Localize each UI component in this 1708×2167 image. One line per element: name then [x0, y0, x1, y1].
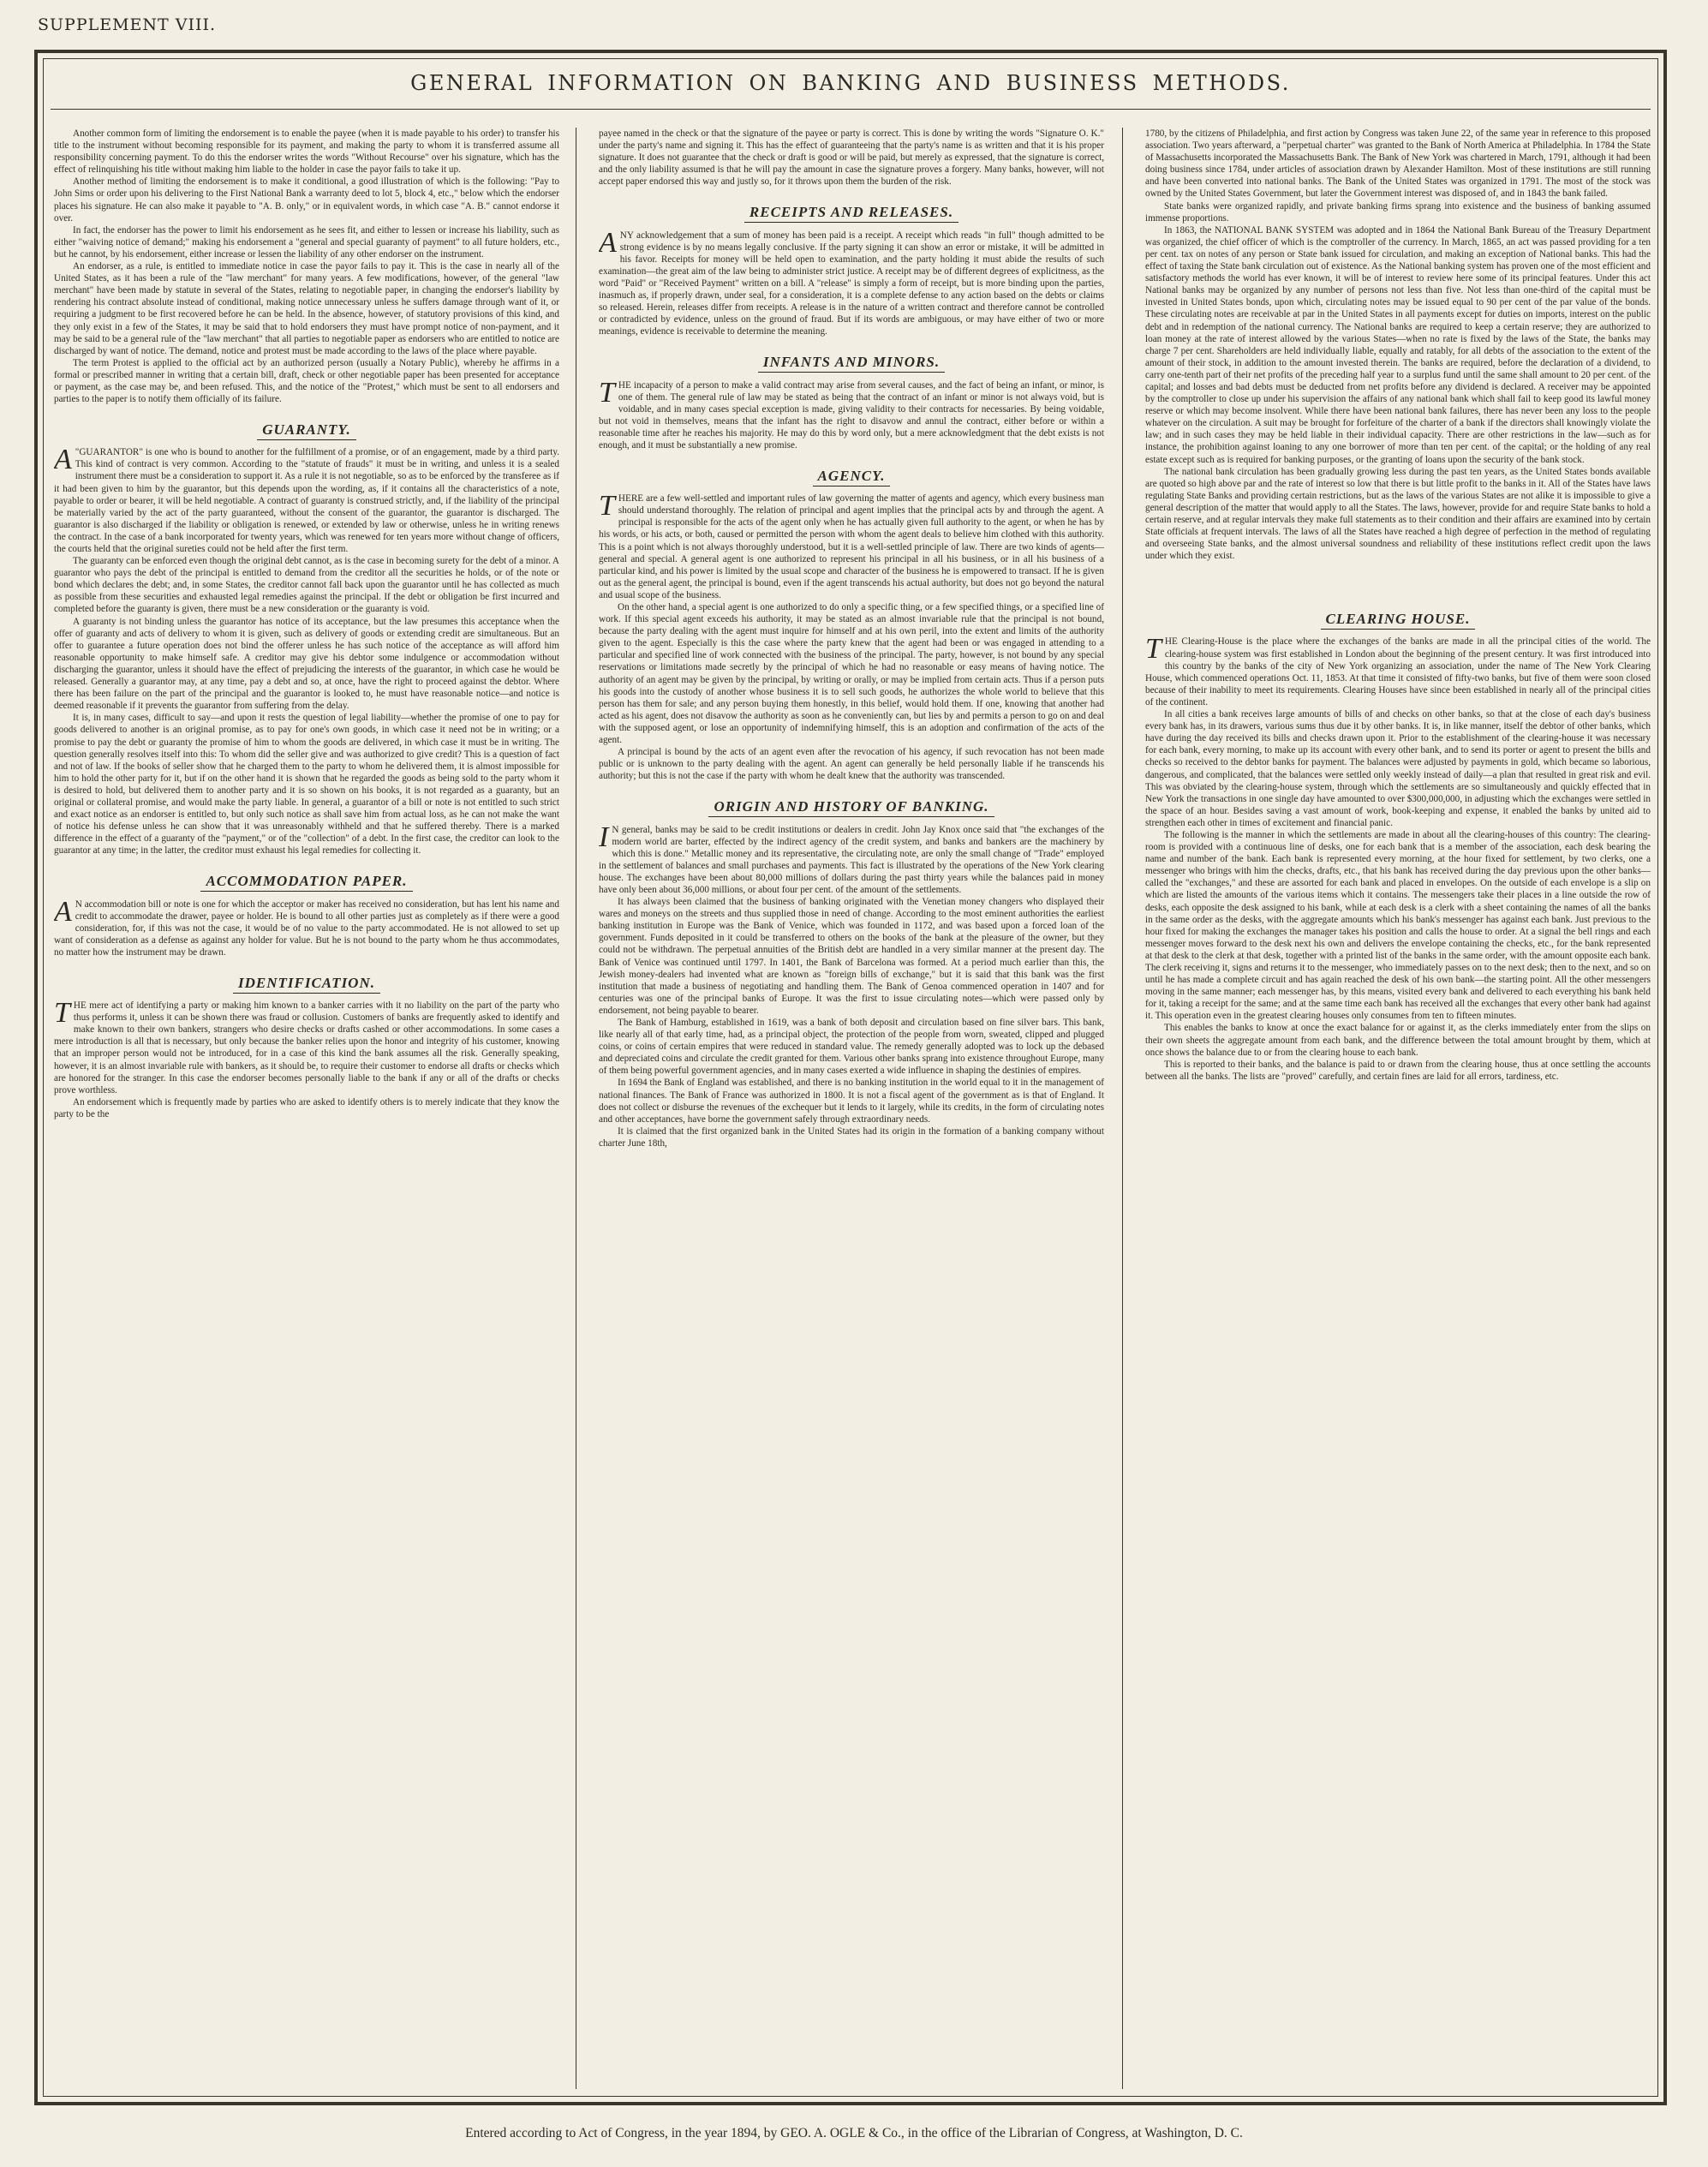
drop-cap: I: [599, 821, 609, 853]
paragraph: [599, 490, 1104, 601]
heading-text: IDENTIFICATION.: [233, 975, 380, 994]
paragraph: [599, 376, 1104, 452]
paragraph: [599, 821, 1104, 897]
paragraph: 1780, by the citizens of Philadelphia, and first action by Congress was taken June 22, of the same year in reference to this proposed association. Two years afterward, a "perpetual charter" was granted to the Bank of North America at Philadelphia. In 1784 the State of Massachusetts incorporated the Massachusetts Bank. The Bank of New York was chartered in March, 1791, although it had been doing business since 1784, under articles of association drawn by Alexander Hamilton. Most of these institutions are still running and have been converted into national banks. The Bank of the United States was organized in 1791. The most of the stock was owned by the United States Government, but later the Government interest was disposed of, and in 1843 the bank failed.: [1145, 128, 1651, 200]
section-heading-identification: [54, 977, 559, 989]
drop-cap: T: [1145, 633, 1162, 666]
column-2: [599, 128, 1104, 2080]
paragraph: [54, 997, 559, 1096]
copyright-footer: Entered according to Act of Congress, in the year 1894, by GEO. A. OGLE & Co., in the office of the Librarian of Congress, at Washington, D. C.: [465, 2126, 1243, 2140]
page-title: GENERAL INFORMATION ON BANKING AND BUSINESS METHODS.: [410, 71, 1291, 95]
paragraph: On the other hand, a special agent is one authorized to do only a specific thing, or a few specified things, or a specified line of work. If this special agent exceeds his authority, it may be stated as an almost invariable rule that the principal is not bound, because the party dealing with the agent must inquire for himself and at his own peril, into the extent and limits of the authority given to the agent. Especially is this the case where the party knew that the agent had been or was engaged in attending to a particular and specified line of work connected with the business of the principal. The party, however, is not bound by any special reservations or limitations made secretly by the principal of which he had no reasonable or easy means of having notice. The authority of an agent may be given by the principal, by writing or orally, or may be implied from certain acts. Thus if a person puts his goods into the custody of another whose business it is to sell such goods, he authorizes the whole world to believe that this person has them for sale; and any person buying them honestly, in this belief, would hold them. If one, knowing that another had acted as his agent, does not disavow the authority as soon as he conveniently can, but lies by and permits a person to go on and deal with the supposed agent, or lose an opportunity of indemnifying himself, this is an adoption and confirmation of the acts of the agent.: [599, 602, 1104, 746]
paragraph: The following is the manner in which the settlements are made in about all the clearing-houses of this country: The clearing-room is provided with a continuous line of desks, one for each bank that is a member of the association, each desk bearing the name and number of the bank. Each bank is represented every morning, at the hour fixed for settlement, by two clerks, one a messenger who brings with him the checks, drafts, etc., that his bank has received during the day previous upon the other banks—called the "exchanges," and these are assorted for each bank and placed in envelopes. On the outside of each envelope is a slip on which are listed the amounts of the various items which it contains. The messengers take their places in a line outside the row of desks, each opposite the desk assigned to his bank, while at each desk is a clerk with a sheet containing the names of all the banks in the same order as the desks, with the aggregate amounts which his bank's messenger has against each bank. Just previous to the hour fixed for making the exchanges the manager takes his position and calls the house to order. At a signal the bell rings and each messenger moves forward to the desk next his own and delivers the envelope containing the checks, etc., for the bank represented at that desk to the clerk at that desk, together with a printed list of the banks in the same order, with the amount opposite each bank. The clerk receiving it, signs and returns it to the messenger, who immediately passes on to the next desk; then to the next, and so on until he has made a complete circuit and has again reached the desk of his own bank—the starting point. All the other messengers moving in the same manner; each messenger has, by this means, visited every bank and delivered to each everything his bank held for it, taking a receipt for the same; and at the same time each bank has received all the exchanges that every other bank had against it. This operation even in the greatest clearing houses only consumes from ten to fifteen minutes.: [1145, 829, 1651, 1022]
paragraph: It is claimed that the first organized bank in the United States had its origin in the formation of a banking company without charter June 18th,: [599, 1125, 1104, 1149]
paragraph-text: HE incapacity of a person to make a valid contract may arise from several causes, and the fact of being an infant, or minor, is one of them. The general rule of law may be stated as being that the contract of an infant or minor is not always void, but is voidable, and in many cases special exception is made, giving validity to their contracts for necessaries. By being voidable, but not void in themselves, means that the infant has the right to disavow and annul the contract, either before or within a reasonable time after he reaches his majority. He may do this by word only, but a mere acknowledgment that the debt exists is not enough, and it must be substantially a new promise.: [599, 379, 1104, 451]
drop-cap: A: [54, 444, 72, 476]
heading-text: GUARANTY.: [257, 421, 356, 440]
paragraph: In 1694 the Bank of England was established, and there is no banking institution in the world equal to it in the management of national finances. The Bank of France was authorized in 1800. It is not a fiscal agent of the government as is that of England. It does not collect or disburse the revenues of the exchequer but it lends to it largely, while its credits, in the form of circulating notes and other acceptances, have borne the government safely through extraordinary needs.: [599, 1078, 1104, 1125]
column-1: [54, 128, 559, 2080]
paragraph-text: NY acknowledgement that a sum of money has been paid is a receipt. A receipt which reads "in full" though admitted to be strong evidence is by no means legally conclusive. If the party signing it can show an error or mistake, it will be admitted in his favor. Receipts for money will be held open to examination, and the party holding it must abide the results of such examination—the great aim of the law being to administer strict justice. A receipt may be of different degrees of explicitness, as the word "Paid" or "Received Payment" written on a bill. A "release" is simply a form of receipt, but is more binding upon the parties, inasmuch as, if properly drawn, under seal, for a consideration, it is a complete defense to any action based on the debts or claims so released. Herein, releases differ from receipts. A release is in the nature of a written contract and therefore cannot be controlled or contradicted by evidence, unless on the ground of fraud. But if its words are ambiguous, or may have either of two or more meanings, evidence is receivable to determine the meaning.: [599, 230, 1104, 337]
heading-text: CLEARING HOUSE.: [1321, 611, 1476, 630]
drop-cap: A: [54, 895, 72, 928]
paragraph-text: HE mere act of identifying a party or making him known to a banker carries with it no liability on the part of the party who thus performs it, unless it can be shown there was fraud or collusion. Customers of banks are frequently asked to identify and make known to their own bankers, strangers who desire checks or drafts cashed or other accommodations. In some cases a mere introduction is all that is necessary, but only because the banker relies upon the honor and integrity of his customer, knowing that an improper person would not be introduced, for in a case of this kind the bank assumes all the risk. Generally speaking, however, it is an almost invariable rule with bankers, as it should be, to require their customer to endorse all drafts or checks which are honored for the stranger. In this case the endorser becomes personally liable to the bank if any or all of the drafts or checks prove worthless.: [54, 1000, 559, 1095]
heading-text: INFANTS AND MINORS.: [758, 354, 945, 373]
paragraph: Another method of limiting the endorsement is to make it conditional, a good illustration of which is the following: "Pay to John Sims or order upon his delivering to the First National Bank a warranty deed to lot 5, block 4, etc.," below which the endorser places his signature. He can also make it payable to "A. B. only," or in equivalent words, in which case "A. B." cannot endorse it over.: [54, 176, 559, 224]
drop-cap: T: [599, 490, 615, 522]
paragraph-text: HERE are a few well-settled and important rules of law governing the matter of agents and agency, which every business man should understand thoroughly. The relation of principal and agent implies that the principal acts by and through the agent. A principal is responsible for the acts of the agent only when he has actually given full authority to the agent, or when he has by his words, or his acts, or both, caused or permitted the person with whom the agent deals to believe him clothed with this authority. This is a point which is not always thoroughly understood, but it is a well-settled principle of law. There are two kinds of agents—general and special. A general agent is one authorized to represent his principal in all his business, or in all his business of a particular kind, and his power is limited by the usual scope and character of the business he is empowered to transact. If he is given out as the general agent, the principal is bound, even if the agent transcends his actual authority, but does not go beyond the natural and usual scope of the business.: [599, 493, 1104, 600]
heading-text: ORIGIN AND HISTORY OF BANKING.: [708, 798, 994, 817]
paragraph: Another common form of limiting the endorsement is to enable the payee (when it is made payable to his order) to transfer his title to the instrument without becoming responsible for its payment, and making the party to whom it is transferred assume all responsibility concerning payment. To do this the endorser writes the words "Without Recourse" over his signature, which has the effect of relinquishing his title without making him liable to the holder in case the payor fails to take it up.: [54, 128, 559, 176]
paragraph: The Bank of Hamburg, established in 1619, was a bank of both deposit and circulation based on fine silver bars. This bank, like nearly all of that early time, had, as a principal object, the protection of the people from worn, sweated, clipped and plugged coins, or coins of certain empires that were reduced in standard value. The remedy generally adopted was to lock up the debased and depreciated coins and circulate the credit granted for them. Various other banks sprang into existence throughout Europe, many of them being powerful government agencies, and in many cases exerted a wide influence in shaping the destinies of empires.: [599, 1018, 1104, 1077]
paragraph: The guaranty can be enforced even though the original debt cannot, as is the case in becoming surety for the debt of a minor. A guarantor who pays the debt of the principal is entitled to demand from the creditor all the securities he holds, or of the note or bond which declares the debt; and, in some States, the creditor cannot fall back upon the guarantor until he has collected as much as possible from these securities and exhausted legal remedies against the principal. If the debt or obligation be first incurred and completed before the guaranty is given, there must be a new consideration or the guaranty is void.: [54, 556, 559, 615]
paragraph-text: N accommodation bill or note is one for which the acceptor or maker has received no consideration, but has lent his name and credit to accommodate the drawer, payee or holder. He is bound to all other parties just as completely as if there were a good consideration, for, if this was not the case, it would be of no value to the party accommodated. He is not allowed to set up want of consideration as a defense as against any holder for value. But he is not bound to the party whom he thus accommodates, no matter how the instrument may be drawn.: [54, 898, 559, 958]
column-3: [1145, 128, 1651, 2080]
drop-cap: T: [54, 997, 70, 1030]
section-heading-agency: [599, 468, 1104, 485]
paragraph: In all cities a bank receives large amounts of bills of and checks on other banks, so that at the close of each day's business every bank has, in its drawers, various sums thus due it by other banks. It is, in like manner, itself the debtor of other banks, which have during the day received its bills and checks drawn upon it. Prior to the establishment of the clearing-house it was necessary for each bank, every morning, to make up its account with every other bank, and to send its porter or agent to present the bills and checks so received to the debtor banks for payment. The balances were adjusted by payments in gold, which became so laborious, dangerous, and complicated, that the balances were settled only weekly instead of daily—a plan that resulted in great risk and evil. This was obviated by the clearing-house system, through which the settlements are so simultaneously and quickly effected that in New York the transactions in one single day have amounted to over $300,000,000, in adjusting which the exchanges were settled in the space of an hour. Besides saving a vast amount of work, book-keeping and expense, it enabled the banks by united aid to strengthen each other in times of excitement and financial panic.: [1145, 709, 1651, 828]
paragraph: It is, in many cases, difficult to say—and upon it rests the question of legal liability—whether the promise of one to pay for goods delivered to another is an original promise, as to pay for one's own goods, in which case it need not be in writing; or a promise to pay the debt or guaranty the promise of him to whom the goods are delivered, in which case it must be in writing. The question generally resolves itself into this: To whom did the seller give and was authorized to give credit? This is a question of fact and not of law. If the books of seller show that he charged them to the party to whom he delivered them, it is almost impossible for him to hold the other party for it, but if on the other hand it is shown that he regarded the goods as being sold to the party whom it is desired to hold, but delivered them to another party and it is so shown on his books, it is not regarded as a guaranty, but an original or collateral promise, and would make the party liable. In general, a guarantor of a bill or note is not entitled to such strict and exact notice as an endorser is entitled to, but only such notice as shall save him from actual loss, as he can not make the want of notice his defense unless he can show that it was unreasonably withheld and that he suffered thereby. There is a marked difference in the effect of a guaranty of the "payment," or of the "collection" of a debt. In the first case, the creditor can look to the guarantor at any time; in the latter, the creditor must exhaust his legal remedies for collecting it.: [54, 713, 559, 857]
paragraph: State banks were organized rapidly, and private banking firms sprang into existence and the business of banking assumed immense proportions.: [1145, 200, 1651, 224]
paragraph: This enables the banks to know at once the exact balance for or against it, as the clerks immediately enter from the slips on their own sheets the aggregate amount from each bank, and the difference between the total amount brought by them, which at once shows the balance due to or from the clearing house to each bank.: [1145, 1023, 1651, 1058]
heading-text: ACCOMMODATION PAPER.: [200, 873, 412, 892]
paragraph: In 1863, the NATIONAL BANK SYSTEM was adopted and in 1864 the National Bank Bureau of the Treasury Department was organized, the chief officer of which is the comptroller of the currency. In March, 1865, an act was passed providing for a ten per cent. tax on notes of any person or State bank issued for circulation, and making an exception of National banks. This had the effect of taxing the State bank circulation out of existence. As the National banking system has proven one of the most efficient and satisfactory methods the world has ever known, it will be of interest to review here some of its principal features. Under this act National banks may be organized by any number of persons not less than five. Not less than one-third of the capital must be invested in United States bonds, upon which, circulating notes may be issued equal to 90 per cent of the par value of the bonds. These circulating notes are receivable at par in the United States in all payments except for duties on imports, interest on the public debt and in redemption of the national currency. The National banks are required to keep a certain reserve; they are authorized to loan money at the rate of interest allowed by the various States—when no rate is fixed by the laws of the State, the banks may charge 7 per cent. Shareholders are held individually liable, equally and ratably, for all debts of the association to the extent of the amount of their stock, in addition to the amount invested therein. The banks are required, before the declaration of a dividend, to carry one-tenth part of their net profits of the preceding half year to a surplus fund until the same shall amount to 20 per cent. of the capital; and losses and bad debts must be deducted from net profits before any dividend is declared. A receiver may be appointed by the comptroller to close up under his supervision the affairs of any national bank which shall fail to keep good its lawful money reserve or which may become insolvent. While there have been national bank failures, there has never been any loss to the people whatever on the circulation. A suit may be brought for forfeiture of the charter of a bank if the directors shall knowingly violate the law; and in such cases they may be held liable in their individual capacity. There are other restrictions in the law—such as for instance, the prohibition against loaning to any one borrower of more than ten per cent. of the capital; or the holding of any real estate except such as is required for banking purposes, or the granting of loans upon the security of the bank stock.: [1145, 224, 1651, 465]
paragraph: An endorsement which is frequently made by parties who are asked to identify others is to merely indicate that they know the party to be the: [54, 1096, 559, 1119]
heading-text: AGENCY.: [813, 468, 891, 487]
page-frame: [34, 50, 1667, 2105]
paragraph: [54, 895, 559, 958]
paragraph: In fact, the endorser has the power to limit his endorsement as he sees fit, and either to lessen or increase his liability, such as either "waiving notice of demand;" making his endorsement a "general and special guaranty of payment" to all future holders, etc., but he cannot, by his endorsement, either increase or lessen the liability of any other endorser on the instrument.: [54, 224, 559, 260]
section-heading-accommodation: [54, 873, 559, 890]
paragraph: It has always been claimed that the business of banking originated with the Venetian money changers who displayed their wares and moneys on the streets and thus supplied those in need of change. According to the most eminent authorities the earliest banking institution in Europe was the Bank of Venice, which was founded in 1172, and was based upon a forced loan of the government. Funds deposited in it could be transferred to others on the books of the bank at the pleasure of the owner, but they could not be withdrawn. The perpetual annuities of the British debt are handled in a very similar manner at the present day. The Bank of Venice was continued until 1797. In 1401, the Bank of Barcelona was formed. At a period much earlier than this, the Jewish money-dealers had invented what are known as "foreign bills of exchange," but it is said that this bank was the first institution that made a business of negotiating and handling them. The Bank of Genoa commenced operation in 1407 and for centuries was one of the principal banks of Europe. It was the first to issue circulating notes—which were passed only by endorsement, not being payable to bearer.: [599, 897, 1104, 1016]
paragraph: payee named in the check or that the signature of the payee or party is correct. This is done by writing the words "Signature O. K." under the party's name and signing it. This has the effect of guaranteeing that the party's name is as written and that it is his proper signature. It does not guarantee that the check or draft is good or will be paid, but merely as expressed, that the signature is correct, and the only liability assumed is that he will pay the amount in case the signature proves a forgery. Many banks, however, will not accept paper endorsed this way and justly so, for it throws upon them the burden of the risk.: [599, 128, 1104, 188]
paragraph: [599, 226, 1104, 338]
section-heading-infants: [599, 354, 1104, 371]
paragraph: This is reported to their banks, and the balance is paid to or drawn from the clearing house, thus at once settling the accounts between all the banks. The lists are "proved" carefully, and certain fines are laid for all errors, tardiness, etc.: [1145, 1059, 1651, 1082]
paragraph-text: HE Clearing-House is the place where the exchanges of the banks are made in all the principal cities of the world. The clearing-house system was first established in London about the beginning of the present century. It was first introduced into this country by the banks of the city of New York organizing an association, under the name of The New York Clearing House, which commenced operations Oct. 11, 1853. At that time it consisted of fifty-two banks, but five of them were soon closed because of their inability to meet its requirements. Clearing Houses have since been established in nearly all of the principal cities of the continent.: [1145, 636, 1651, 707]
paragraph: A principal is bound by the acts of an agent even after the revocation of his agency, if such revocation has not been made public or is unknown to the party dealing with the agent. An agent can generally be held personally liable if he transcends his authority; but this is not the case if the party with whom he dealt knew that the authority was transcended.: [599, 747, 1104, 782]
inner-frame: [43, 58, 1658, 2097]
section-heading-origin: [599, 798, 1104, 815]
section-heading-receipts: [599, 204, 1104, 221]
paragraph-text: "GUARANTOR" is one who is bound to another for the fulfillment of a promise, or of an engagement, made by a third party. This kind of contract is very common. According to the "statute of frauds" it must be in writing, and unless it is a sealed instrument there must be a consideration to support it. As a rule it is not negotiable, so as to be enforced by the transferee as if it had been given to him by the guarantor, but this depends upon the wording, as, if it contains all the characteristics of a note, payable to order or bearer, it will be held negotiable. A contract of guaranty is construed strictly, and, if the liability of the principal be materially varied by the act of the party guaranteed, without the consent of the guarantor, the guarantor is discharged. The guarantor is also discharged if the liability or obligation is renewed, or extended by law or otherwise, unless he in writing renews the contract. In the case of a bank incorporated for twenty years, which was renewed for ten years more without change of officers, the courts held that the original sureties could not be held after the first term.: [54, 447, 559, 554]
paragraph: The national bank circulation has been gradually growing less during the past ten years, as the United States bonds available are quoted so high above par and the rate of interest so low that there is but little profit to the banks in it. All of the States have laws regulating State Banks and providing certain restrictions, but as the laws of the various States are not alike it is impossible to give a general description of the matter that would apply to all the States. The laws, however, provide for and require State banks to hold a certain reserve, and at regular intervals they make full statements as to their condition and their affairs are examined into by certain State officials at frequent intervals. The laws of all the States have reached a high degree of perfection in the method of regulating and overseeing State banks, and the almost universal soundness and reliability of these institutions reflect credit upon the laws under which they exist.: [1145, 466, 1651, 562]
title-divider: [51, 109, 1651, 110]
drop-cap: A: [599, 226, 617, 259]
heading-text: RECEIPTS AND RELEASES.: [744, 204, 959, 223]
paragraph: A guaranty is not binding unless the guarantor has notice of its acceptance, but the law presumes this acceptance when the offer of guaranty and acts of delivery to whom it is given, such as delivery of goods or extending credit are simultaneous. But an offer to guarantee a future operation does not bind the offerer unless he has such notice of the acceptance as will afford him reasonable opportunity to make himself safe. A creditor may give his debtor some indulgence or accommodation without discharging the guarantor, unless it should have the effect of prejudicing the interests of the guarantor, in which case he would be released. Generally a guarantor may, at any time, pay a debt and so, at once, have the right to proceed against the debtor. Where there has been failure on the part of the principal and the guarantor is looked to, he must have reasonable notice—and notice is deemed reasonable if it prevents the guarantor from suffering from the delay.: [54, 616, 559, 712]
column-divider-2: [1122, 128, 1123, 2089]
paragraph: [54, 446, 559, 555]
section-heading-guaranty: [54, 421, 559, 439]
paragraph: An endorser, as a rule, is entitled to immediate notice in case the payor fails to pay it. This is the case in nearly all of the United States, as it has been a rule of the "law merchant" for many years. A few modifications, however, of the general "law merchant" have been made by statute in several of the States, relating to negotiable paper, in changing the endorser's liability by rendering his contract absolute instead of conditional, making notice unnecessary unless he suffers damage through want of it, or requiring a judgment to be first recovered before he can be held. In the absence, however, of statutory provisions of this kind, and they only exist in a few of the States, it may be said that to hold endorsers they must have prompt notice of non-payment, and it may be said to be a general rule of the "law merchant" that all parties to negotiable paper as endorsers who are entitled to notice are discharged by want of notice. The demand, notice and protest must be made according to the laws of the place where payable.: [54, 261, 559, 356]
paragraph: The term Protest is applied to the official act by an authorized person (usually a Notary Public), whereby he affirms in a formal or prescribed manner in writing that a certain bill, draft, check or other negotiable paper has been presented for acceptance or payment, as the case may be, and been refused. This, and the notice of the "Protest," which must be sent to all endorsers and parties to the paper is to notify them officially of its failure.: [54, 357, 559, 405]
paragraph: [1145, 633, 1651, 708]
supplement-label: SUPPLEMENT VIII.: [38, 15, 217, 34]
paragraph-text: N general, banks may be said to be credit institutions or dealers in credit. John Jay Knox once said that "the exchanges of the modern world are barter, effected by the indirect agency of the credit system, and banks and bankers are the machinery by which this is done." Metallic money and its representative, the circulating note, are only the small change of "Trade" employed in the settlement of balances and small purchases and payments. This fact is illustrated by the operations of the New York clearing house. The exchanges have been about 80,000 millions of dollars during the past thirty years while the balances paid in money have only been about 36,000 millions, or about four per cent. of the amount of the settlements.: [599, 824, 1104, 895]
section-heading-clearing-house: [1145, 611, 1651, 628]
drop-cap: T: [599, 376, 615, 409]
